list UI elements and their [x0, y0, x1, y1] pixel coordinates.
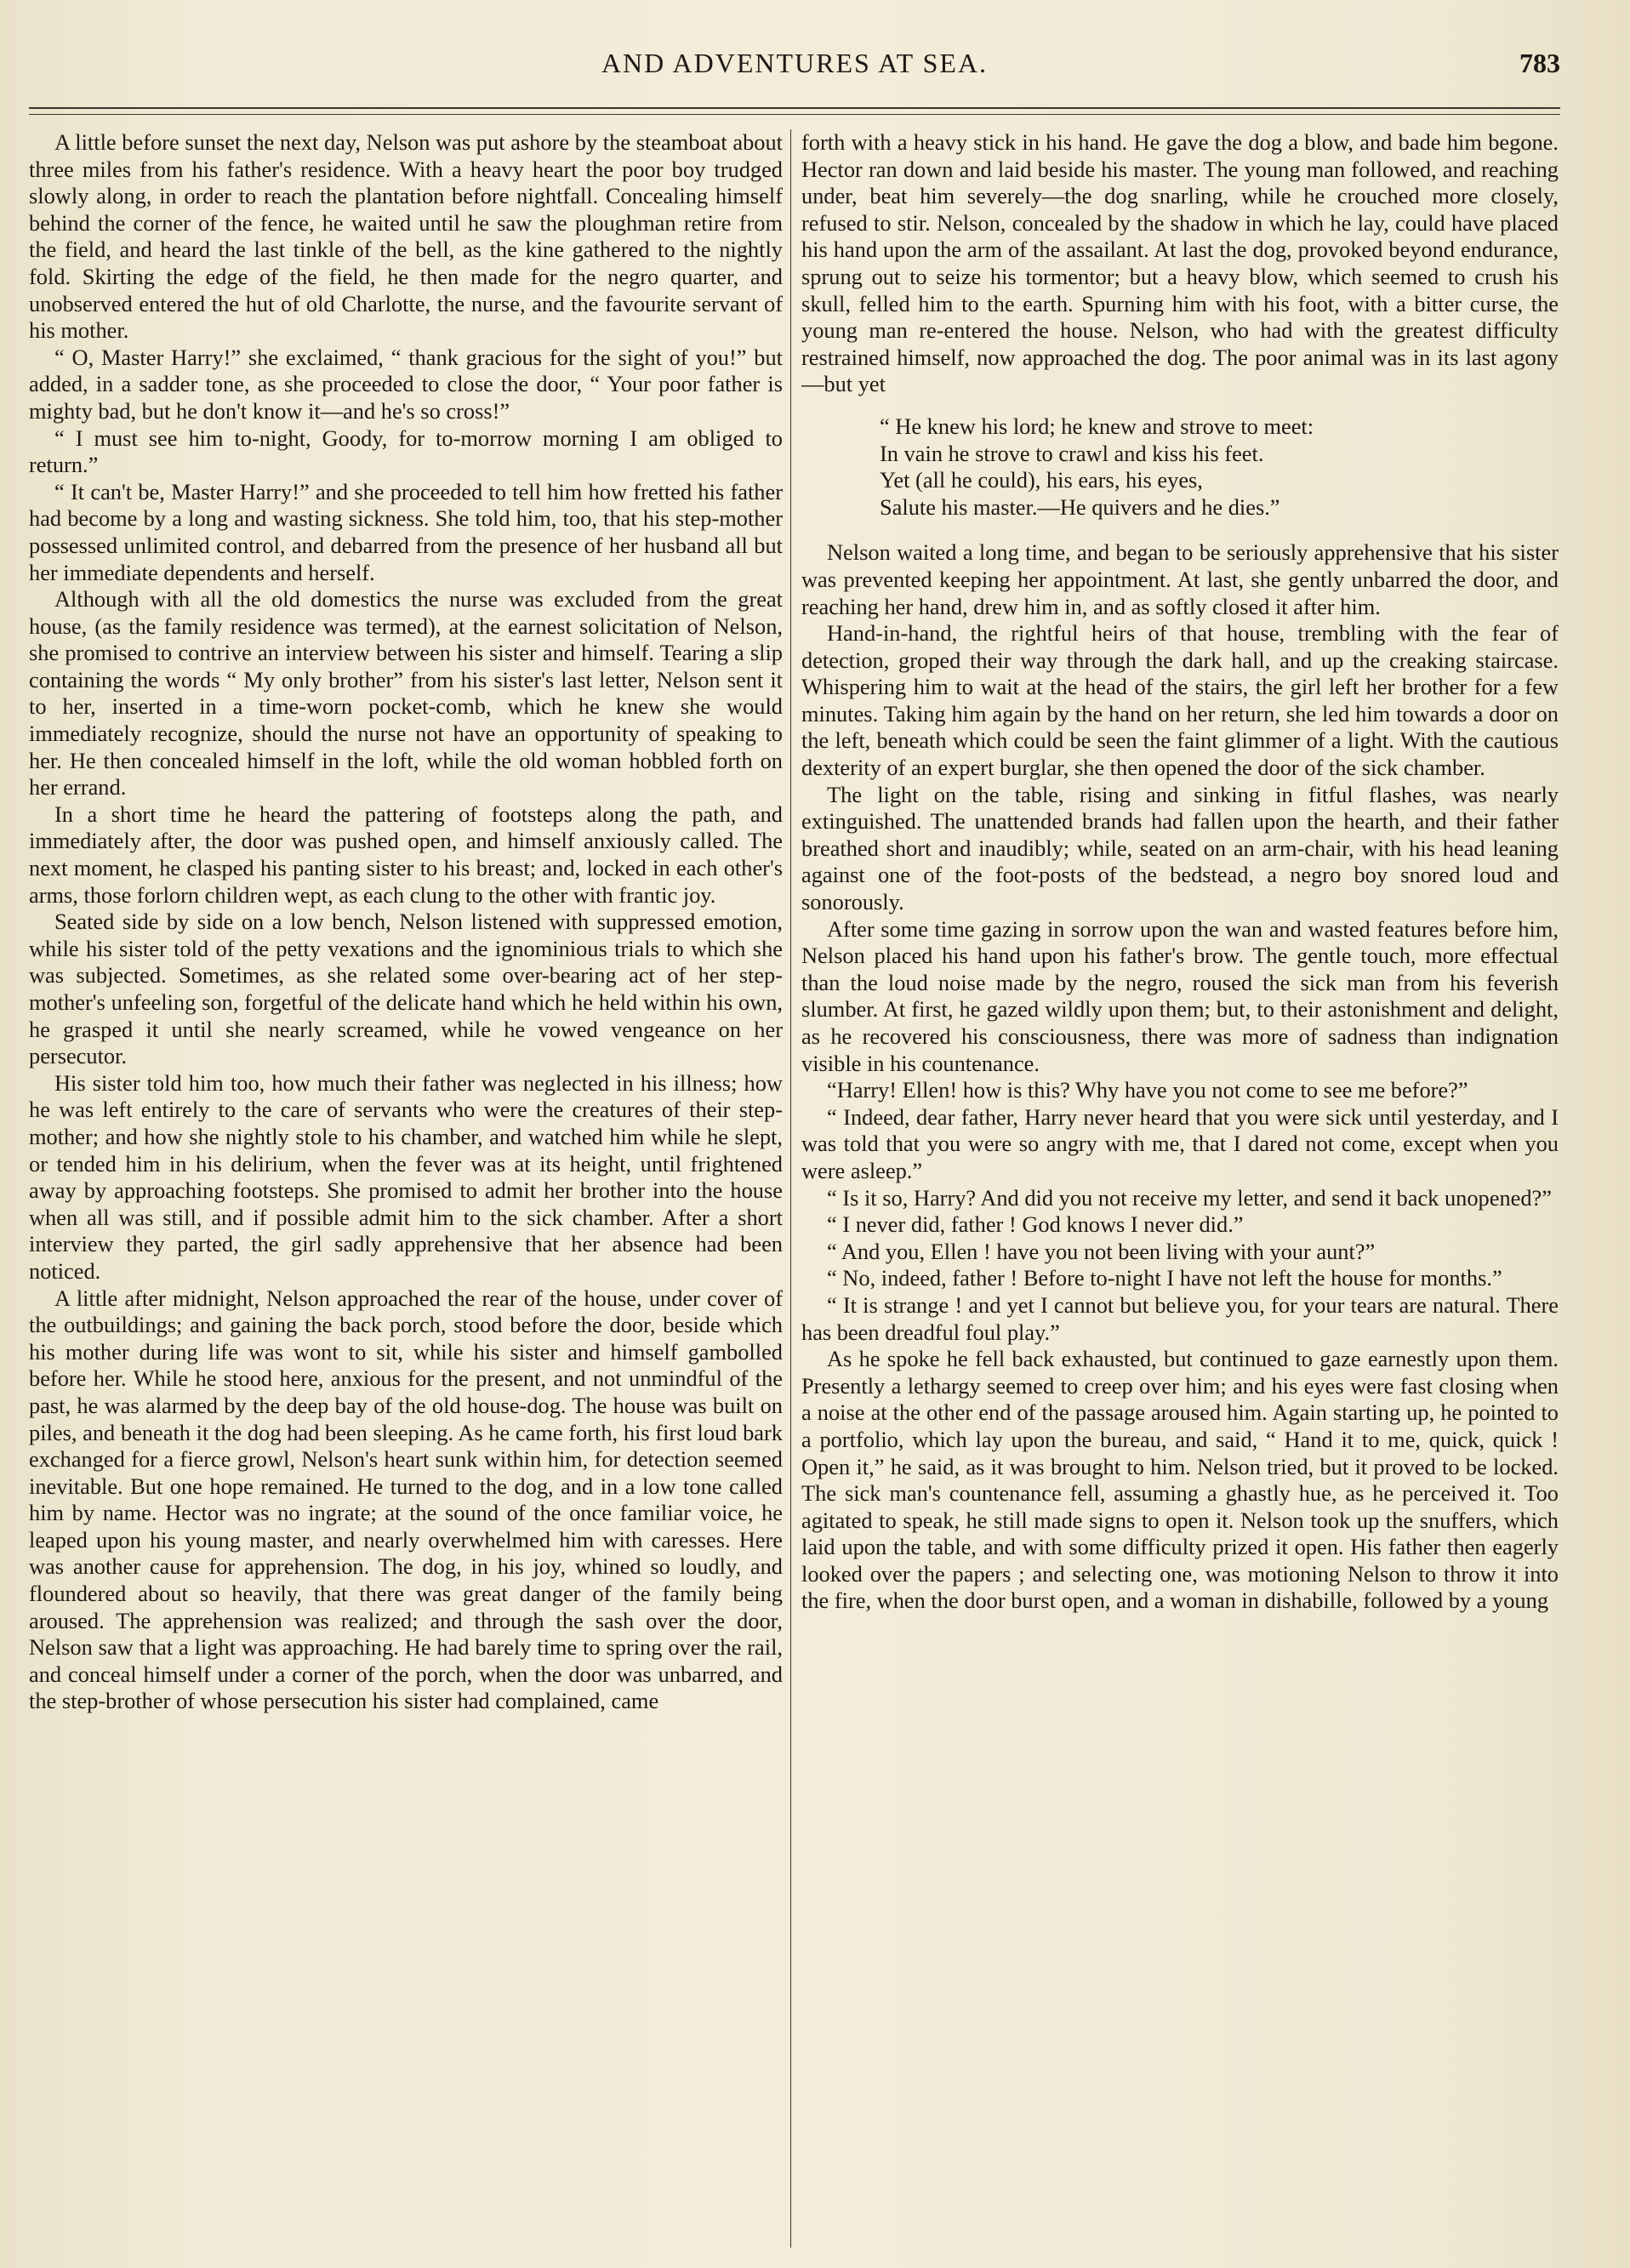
paragraph: “ It can't be, Master Harry!” and she proceeded to tell him how fretted his father had become by a long and wasting sickness. She told him, too, that his step-mother possessed unlimited control, and debarred from the presence of her husband all but her immediate dependents and herself. — [29, 478, 783, 585]
paragraph: “ Indeed, dear father, Harry never heard that you were sick until yesterday, and I was told that you were so angry with me, that I dared not come, except when you were asleep.” — [801, 1103, 1559, 1183]
paragraph: The light on the table, rising and sinking in fitful flashes, was nearly extinguished. The unattended brands had fallen upon the hearth, and their father breathed short and inaudibly; while, seated on an arm-chair, with his head leaning against one of the foot-posts of the bedstead, a negro boy snored loud and sonorously. — [801, 781, 1559, 915]
paragraph: “ And you, Ellen ! have you not been living with your aunt?” — [827, 1238, 1376, 1264]
paragraph: Hand-in-hand, the rightful heirs of that house, trembling with the fear of detection, groped their way through the dark hall, and up the creaking staircase. Whispering him to wait at the head of the stairs, the girl left her brother for a few minutes. Taking him again by the hand on her return, she led him towards a door on the left, beneath which could be seen the faint glimmer of a light. With the cautious dexterity of an expert burglar, she then opened the door of the sick chamber. — [801, 620, 1559, 781]
paragraph: “ O, Master Harry!” she exclaimed, “ thank gracious for the sight of you!” but added, in a sadder tone, as she proceeded to close the door, “ Your poor father is mighty bad, but he don't know it—and he's so cross!” — [29, 344, 783, 424]
left-column — [29, 129, 783, 2248]
column-divider — [790, 129, 791, 2248]
page-number: 783 — [1519, 48, 1560, 78]
poem-quote — [801, 413, 1559, 521]
paragraph: A little after midnight, Nelson approached the rear of the house, under cover of the outbuildings; and gaining the back porch, stood before the door, beside which his mother during life was wont to sit, while his sister and himself gambolled before her. While he stood here, anxious for the present, and not unmindful of the past, he was alarmed by the deep bay of the old house-dog. The house was built on piles, and beneath it the dog had been sleeping. As he came forth, his first loud bark exchanged for a fierce growl, Nelson's heart sunk within him, for detection seemed inevitable. But one hope remained. He turned to the dog, and in a low tone called him by name. Hector was no ingrate; at the sound of the once familiar voice, he leaped upon his young master, and nearly overwhelmed him with caresses. Here was another cause for apprehension. The dog, in his joy, whined so loudly, and floundered about so heavily, that there was great danger of the family being aroused. The apprehension was realized; and through the sash over the door, Nelson saw that a light was approaching. He had barely time to spring over the rail, and conceal himself under a corner of the porch, when the door was unbarred, and the step-brother of whose persecution his sister had complained, came — [29, 1285, 783, 1714]
paragraph-continued: forth with a heavy stick in his hand. He gave the dog a blow, and bade him begone. Hector ran down and laid beside his master. The young man followed, and reaching under, beat him severely—the dog snarling, while he crouched more closely, refused to stir. Nelson, concealed by the shadow in which he lay, could have placed his hand upon the arm of the assailant. At last the dog, provoked beyond endurance, sprung out to seize his tormentor; but a heavy blow, which seemed to crush his skull, felled him to the earth. Spurning him with his foot, with a bitter curse, the young man re-entered the house. Nelson, who had with the greatest difficulty restrained himself, now approached the dog. The poor animal was in its last agony—but yet — [801, 129, 1559, 397]
paragraph: “ I must see him to-night, Goody, for to-morrow morning I am obliged to return.” — [29, 425, 783, 478]
poem-line: In vain he strove to crawl and kiss his feet. — [880, 440, 1264, 466]
poem-line: Yet (all he could), his ears, his eyes, — [880, 467, 1203, 493]
paragraph: Seated side by side on a low bench, Nelson listened with suppressed emotion, while his sister told of the petty vexations and the ignominious trials to which she was subjected. Sometimes, as she related some over-bearing act of her step-mother's unfeeling son, forgetful of the delicate hand which he held within his own, he grasped it until she nearly screamed, while he vowed vengeance on her persecutor. — [29, 909, 783, 1069]
paragraph: After some time gazing in sorrow upon the wan and wasted features before him, Nelson placed his hand upon his father's brow. The gentle touch, more effectual than the loud noise made by the negro, roused the sick man from his feverish slumber. At first, he gazed wildly upon them; but, to their astonishment and delight, as he recovered his consciousness, there was more of sadness than indignation visible in his countenance. — [801, 915, 1559, 1076]
paragraph: His sister told him too, how much their father was neglected in his illness; how he was left entirely to the care of servants who were the creatures of their step-mother; and how she nightly stole to his chamber, and watched him while he slept, or tended him in his delirium, when the fever was at its height, until frightened away by approaching footsteps. She promised to admit her brother into the house when all was still, and if possible admit him to the sick chamber. After a short interview they parted, the girl sadly apprehensive that her absence had been noticed. — [29, 1069, 783, 1284]
paragraph: In a short time he heard the pattering of footsteps along the path, and immediately after, the door was pushed open, and himself anxiously called. The next moment, he clasped his panting sister to his breast; and, locked in each other's arms, those forlorn children wept, as each clung to the other with frantic joy. — [29, 801, 783, 908]
right-column — [801, 129, 1559, 2248]
poem-line: Salute his master.—He quivers and he dies.” — [880, 493, 1280, 520]
paragraph: “ I never did, father ! God knows I never did.” — [827, 1211, 1244, 1238]
header-rule-thin — [29, 114, 1560, 115]
poem-line: “ He knew his lord; he knew and strove to meet: — [880, 413, 1314, 439]
page-header — [29, 48, 1560, 99]
paragraph: Although with all the old domestics the nurse was excluded from the great house, (as the family residence was termed), at the earnest solicitation of Nelson, she promised to contrive an interview between his sister and himself. Tearing a slip containing the words “ My only brother” from his sister's last letter, Nelson sent it to her, inserted in a time-worn pocket-comb, which he knew she would immediately recognize, should the nurse not have an opportunity of speaking to her. He then concealed himself in the loft, while the old woman hobbled forth on her errand. — [29, 586, 783, 801]
header-rule — [29, 107, 1560, 109]
paragraph: Nelson waited a long time, and began to be seriously apprehensive that his sister was prevented keeping her appointment. At last, she gently unbarred the door, and reaching her hand, drew him in, and as softly closed it after him. — [801, 539, 1559, 619]
paragraph: “ It is strange ! and yet I cannot but believe you, for your tears are natural. There has been dreadful foul play.” — [801, 1291, 1559, 1345]
paragraph: A little before sunset the next day, Nelson was put ashore by the steamboat about three miles from his father's residence. With a heavy heart the poor boy trudged slowly along, in order to reach the plantation before nightfall. Concealing himself behind the corner of the fence, he waited until he saw the ploughman retire from the field, and heard the last tinkle of the bell, as the kine gathered to the nightly fold. Skirting the edge of the field, he then made for the negro quarter, and unobserved entered the hut of old Charlotte, the nurse, and the favourite servant of his mother. — [29, 129, 783, 344]
paragraph: “ Is it so, Harry? And did you not receive my letter, and send it back unopened?” — [827, 1184, 1552, 1211]
paragraph: “Harry! Ellen! how is this? Why have you not come to see me before?” — [827, 1077, 1468, 1103]
paragraph: As he spoke he fell back exhausted, but continued to gaze earnestly upon them. Presently a lethargy seemed to creep over him; and his eyes were fast closing when a noise at the other end of the passage aroused him. Again starting up, he pointed to a portfolio, which lay upon the bureau, and said, “ Hand it to me, quick, quick ! Open it,” he said, as it was brought to him. Nelson tried, but it proved to be locked. The sick man's countenance fell, assuming a ghastly hue, as he perceived it. Too agitated to speak, he still made signs to open it. Nelson took up the snuffers, which laid upon the table, and with some difficulty prized it open. His father then eagerly looked over the papers ; and selecting one, was motioning Nelson to throw it into the fire, when the door burst open, and a woman in dishabille, followed by a young — [801, 1346, 1559, 1614]
running-head: AND ADVENTURES AT SEA. — [601, 48, 989, 78]
paragraph: “ No, indeed, father ! Before to-night I have not left the house for months.” — [827, 1265, 1502, 1291]
